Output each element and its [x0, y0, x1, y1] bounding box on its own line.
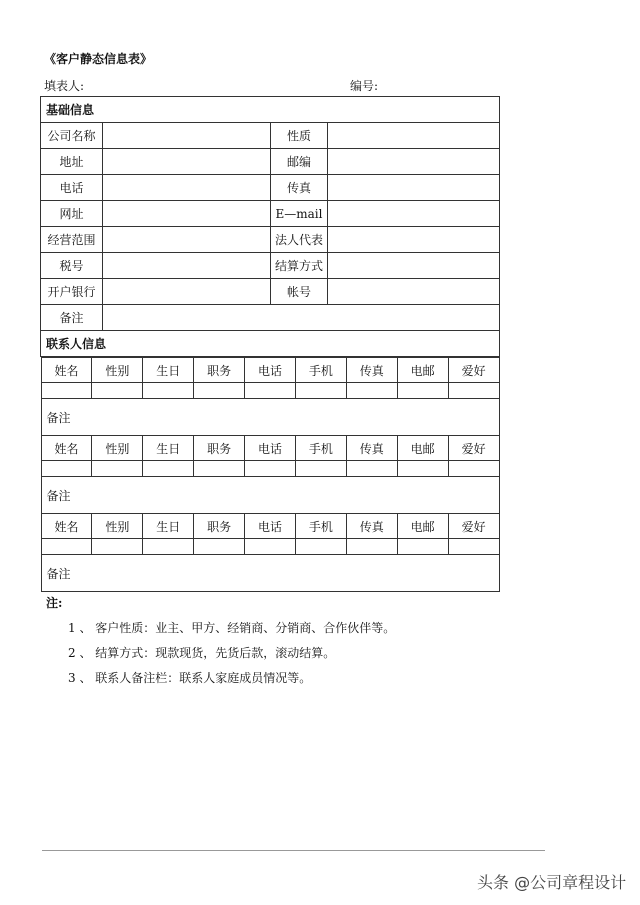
field-value[interactable] [103, 201, 271, 227]
contact-entry-cell[interactable] [346, 461, 397, 477]
contact-entry-cell[interactable] [346, 383, 397, 399]
form-row [41, 123, 500, 149]
contact-column-header: 职务 [194, 436, 245, 461]
field-label: 税号 [41, 253, 103, 279]
contact-entry-cell[interactable] [92, 539, 143, 555]
field-label: 传真 [271, 175, 328, 201]
notes-title: 注: [46, 596, 63, 610]
contact-column-header: 传真 [346, 358, 397, 383]
note-item: 1 、 客户性质：业主、甲方、经销商、分销商、合作伙伴等。 [68, 621, 396, 635]
contact-column-header: 生日 [143, 514, 194, 539]
contact-remark-row [41, 399, 499, 436]
field-label: 开户银行 [41, 279, 103, 305]
contact-column-header: 手机 [295, 358, 346, 383]
field-label: 经营范围 [41, 227, 103, 253]
field-value[interactable] [328, 175, 500, 201]
contact-entry-row [41, 461, 499, 477]
contact-header-row [41, 514, 499, 539]
contact-column-header: 爱好 [448, 514, 499, 539]
contact-entry-cell[interactable] [41, 383, 92, 399]
contact-header-row [41, 358, 499, 383]
field-value[interactable] [103, 149, 271, 175]
contact-entry-cell[interactable] [448, 461, 499, 477]
contact-column-header: 传真 [346, 436, 397, 461]
contact-entry-cell[interactable] [397, 461, 448, 477]
contact-remark-cell[interactable]: 备注 [41, 555, 499, 592]
contact-column-header: 生日 [143, 436, 194, 461]
contact-column-header: 手机 [295, 514, 346, 539]
number-label: 编号: [350, 79, 379, 93]
footer-rule [42, 850, 545, 851]
contact-entry-cell[interactable] [346, 539, 397, 555]
form-row [41, 149, 500, 175]
contact-entry-cell[interactable] [295, 539, 346, 555]
basic-info-heading: 基础信息 [41, 97, 500, 123]
contact-entry-cell[interactable] [448, 539, 499, 555]
contact-column-header: 电邮 [397, 514, 448, 539]
contact-column-header: 职务 [194, 358, 245, 383]
contact-entry-cell[interactable] [448, 383, 499, 399]
document-title: 《客户静态信息表》 [44, 52, 153, 66]
field-value[interactable] [103, 227, 271, 253]
field-value[interactable] [103, 253, 271, 279]
contact-entry-row [41, 383, 499, 399]
field-label: E—mail [271, 201, 328, 227]
contact-remark-row [41, 477, 499, 514]
contact-entry-cell[interactable] [194, 461, 245, 477]
field-value[interactable] [328, 227, 500, 253]
field-label: 电话 [41, 175, 103, 201]
contact-block-container [41, 357, 500, 593]
contact-column-header: 电话 [245, 436, 296, 461]
contact-entry-cell[interactable] [194, 539, 245, 555]
filler-label: 填表人: [44, 79, 85, 93]
contact-column-header: 电邮 [397, 436, 448, 461]
form-row [41, 305, 500, 331]
form-row [41, 201, 500, 227]
contact-column-header: 生日 [143, 358, 194, 383]
form-row [41, 227, 500, 253]
contact-column-header: 传真 [346, 514, 397, 539]
field-label: 帐号 [271, 279, 328, 305]
contact-column-header: 电邮 [397, 358, 448, 383]
remark-value[interactable] [103, 305, 500, 331]
contact-column-header: 爱好 [448, 358, 499, 383]
customer-info-form [40, 96, 500, 592]
field-label: 网址 [41, 201, 103, 227]
contact-entry-cell[interactable] [92, 461, 143, 477]
contact-column-header: 性别 [92, 358, 143, 383]
field-label: 性质 [271, 123, 328, 149]
contact-entry-cell[interactable] [245, 539, 296, 555]
field-label: 备注 [41, 305, 103, 331]
field-label: 结算方式 [271, 253, 328, 279]
note-item: 2 、 结算方式：现款现货，先货后款，滚动结算。 [68, 646, 336, 660]
contact-column-header: 性别 [92, 514, 143, 539]
contact-entry-cell[interactable] [397, 539, 448, 555]
contact-column-header: 电话 [245, 514, 296, 539]
contact-column-header: 电话 [245, 358, 296, 383]
field-label: 邮编 [271, 149, 328, 175]
contact-entry-cell[interactable] [143, 383, 194, 399]
field-value[interactable] [328, 149, 500, 175]
watermark: 头条 @公司章程设计 [477, 873, 627, 892]
contact-entry-cell[interactable] [143, 461, 194, 477]
note-item: 3 、 联系人备注栏：联系人家庭成员情况等。 [68, 671, 312, 685]
contact-entry-cell[interactable] [295, 461, 346, 477]
contact-entry-cell[interactable] [295, 383, 346, 399]
contact-column-header: 爱好 [448, 436, 499, 461]
contact-entry-cell[interactable] [245, 383, 296, 399]
contact-column-header: 性别 [92, 436, 143, 461]
contact-table [41, 357, 500, 592]
field-label: 法人代表 [271, 227, 328, 253]
contact-info-heading: 联系人信息 [41, 331, 500, 357]
contact-column-header: 姓名 [41, 514, 92, 539]
contact-column-header: 姓名 [41, 436, 92, 461]
form-row [41, 279, 500, 305]
contact-header-row [41, 436, 499, 461]
field-value[interactable] [103, 175, 271, 201]
contact-remark-row [41, 555, 499, 592]
field-value[interactable] [103, 279, 271, 305]
field-label: 公司名称 [41, 123, 103, 149]
contact-entry-cell[interactable] [397, 383, 448, 399]
contact-column-header: 职务 [194, 514, 245, 539]
contact-entry-row [41, 539, 499, 555]
contact-entry-cell[interactable] [41, 539, 92, 555]
field-value[interactable] [103, 123, 271, 149]
form-row [41, 175, 500, 201]
field-value[interactable] [328, 279, 500, 305]
field-value[interactable] [328, 123, 500, 149]
field-value[interactable] [328, 201, 500, 227]
field-label: 地址 [41, 149, 103, 175]
contact-remark-cell[interactable]: 备注 [41, 477, 499, 514]
contact-entry-cell[interactable] [194, 383, 245, 399]
form-row [41, 253, 500, 279]
contact-remark-cell[interactable]: 备注 [41, 399, 499, 436]
contact-entry-cell[interactable] [245, 461, 296, 477]
contact-entry-cell[interactable] [92, 383, 143, 399]
contact-entry-cell[interactable] [143, 539, 194, 555]
contact-column-header: 姓名 [41, 358, 92, 383]
contact-entry-cell[interactable] [41, 461, 92, 477]
contact-column-header: 手机 [295, 436, 346, 461]
field-value[interactable] [328, 253, 500, 279]
